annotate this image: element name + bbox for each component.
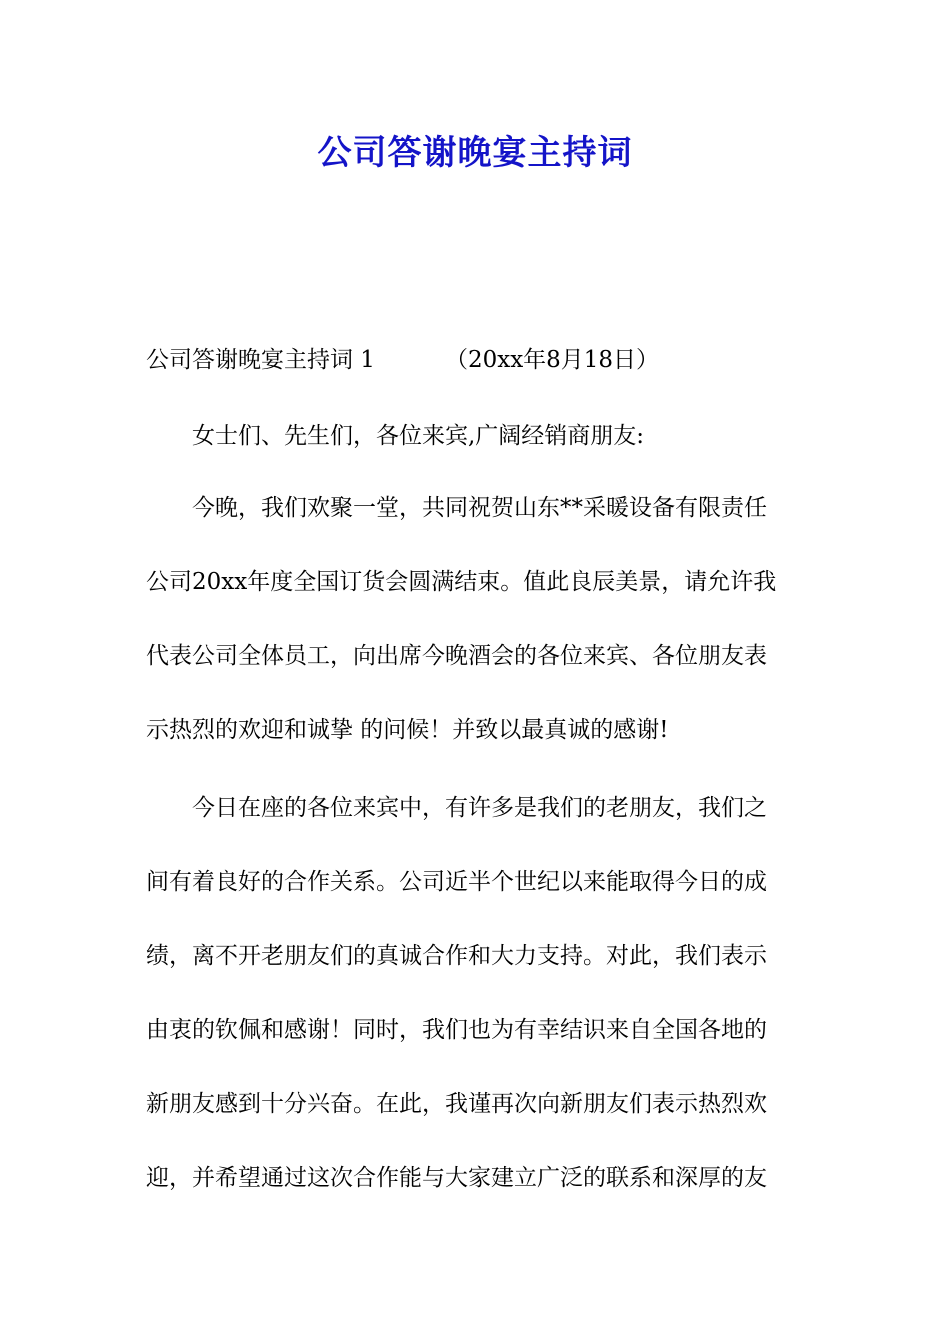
paragraph-line: 由衷的钦佩和感谢！同时，我们也为有幸结识来自全国各地的 [146,1017,767,1043]
subtitle-date: （20xx年8月18日） [444,347,660,373]
subtitle-line [146,342,826,378]
paragraph-line: 今日在座的各位来宾中，有许多是我们的老朋友，我们之 [192,795,767,821]
paragraph-line: 示热烈的欢迎和诚挚 的问候！并致以最真诚的感谢! [146,717,669,743]
document-title: 公司答谢晚宴主持词 [317,133,633,173]
paragraph-line: 新朋友感到十分兴奋。在此，我谨再次向新朋友们表示热烈欢 [146,1091,767,1117]
subtitle-text: 公司答谢晚宴主持词 1 [146,347,375,373]
paragraph-line: 间有着良好的合作关系。公司近半个世纪以来能取得今日的成 [146,869,767,895]
paragraph-line: 迎，并希望通过这次合作能与大家建立广泛的联系和深厚的友 [146,1165,767,1191]
paragraph-line: 今晚，我们欢聚一堂，共同祝贺山东**采暖设备有限责任 [192,495,767,521]
paragraph-line: 公司20xx年度全国订货会圆满结束。值此良辰美景，请允许我 [146,569,777,595]
paragraph-line: 代表公司全体员工，向出席今晚酒会的各位来宾、各位朋友表 [146,643,767,669]
greeting-line: 女士们、先生们，各位来宾,广阔经销商朋友: [192,423,645,449]
paragraph-line: 绩，离不开老朋友们的真诚合作和大力支持。对此，我们表示 [146,943,767,969]
